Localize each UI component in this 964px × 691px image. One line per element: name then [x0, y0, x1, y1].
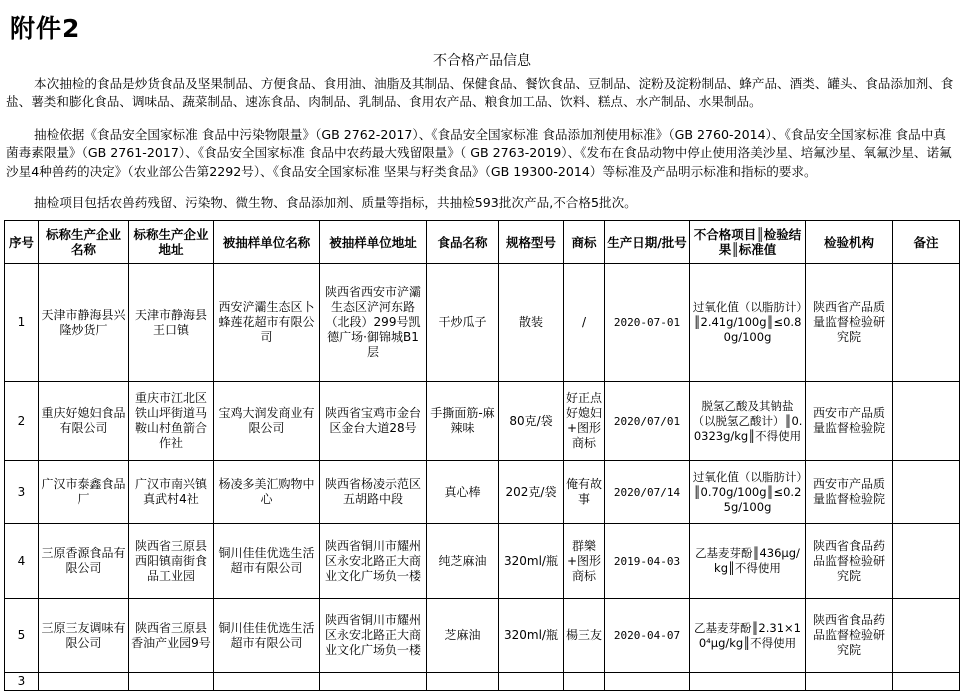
cell-spec: 320ml/瓶	[499, 599, 564, 673]
cell-food-name: 纯芝麻油	[427, 524, 499, 599]
cell-inspection-agency: 陕西省产品质量监督检验研究院	[806, 264, 893, 382]
cell-sampled-address: 陕西省铜川市耀州区永安北路正大商业文化广场负一楼	[320, 524, 427, 599]
cell-producer-address: 陕西省三原县香油产业园9号	[129, 599, 214, 673]
cell-serial: 1	[5, 264, 39, 382]
header-cell: 不合格项目║检验结果║标准值	[690, 221, 806, 264]
header-cell: 序号	[5, 221, 39, 264]
cell-inspection-agency	[806, 673, 893, 691]
header-cell: 被抽样单位地址	[320, 221, 427, 264]
header-cell: 规格型号	[499, 221, 564, 264]
header-cell: 检验机构	[806, 221, 893, 264]
table-row	[5, 599, 960, 673]
cell-producer-address	[129, 673, 214, 691]
cell-food-name: 干炒瓜子	[427, 264, 499, 382]
cell-inspection-agency: 陕西省食品药品监督检验研究院	[806, 599, 893, 673]
cell-remarks	[893, 382, 960, 461]
cell-nonconformity: 脱氢乙酸及其钠盐（以脱氢乙酸计）║0.0323g/kg║不得使用	[690, 382, 806, 461]
cell-remarks	[893, 673, 960, 691]
cell-sampled-unit: 西安浐灞生态区卜蜂莲花超市有限公司	[214, 264, 320, 382]
cell-food-name: 芝麻油	[427, 599, 499, 673]
cell-spec: 散装	[499, 264, 564, 382]
cell-spec: 202克/袋	[499, 461, 564, 524]
cell-remarks	[893, 461, 960, 524]
cell-trademark: /	[564, 264, 605, 382]
header-cell: 商标	[564, 221, 605, 264]
cell-remarks	[893, 264, 960, 382]
cell-serial: 5	[5, 599, 39, 673]
cell-producer-name: 广汉市泰鑫食品厂	[39, 461, 129, 524]
document-title: 不合格产品信息	[433, 53, 531, 69]
table-row	[5, 673, 960, 691]
cell-production-date: 2020-04-07	[605, 599, 690, 673]
cell-remarks	[893, 524, 960, 599]
cell-inspection-agency: 西安市产品质量监督检验院	[806, 382, 893, 461]
cell-sampled-unit: 铜川佳佳优选生活超市有限公司	[214, 524, 320, 599]
table-row	[5, 382, 960, 461]
table-row	[5, 461, 960, 524]
cell-production-date	[605, 673, 690, 691]
cell-spec	[499, 673, 564, 691]
cell-sampled-unit: 宝鸡大润发商业有限公司	[214, 382, 320, 461]
cell-sampled-unit: 杨凌多美汇购物中心	[214, 461, 320, 524]
cell-nonconformity: 过氧化值（以脂肪计）║2.41g/100g║≤0.80g/100g	[690, 264, 806, 382]
cell-remarks	[893, 599, 960, 673]
nonconforming-products-table	[4, 220, 960, 691]
header-cell: 生产日期/批号	[605, 221, 690, 264]
cell-serial: 2	[5, 382, 39, 461]
cell-production-date: 2020-07-01	[605, 264, 690, 382]
attachment-label: 附件2	[10, 14, 81, 43]
cell-sampled-address	[320, 673, 427, 691]
cell-trademark: 楊三友	[564, 599, 605, 673]
cell-trademark: 群樂+图形商标	[564, 524, 605, 599]
cell-producer-address: 广汉市南兴镇真武村4社	[129, 461, 214, 524]
cell-serial: 3	[5, 461, 39, 524]
table-row	[5, 264, 960, 382]
cell-production-date: 2020/07/14	[605, 461, 690, 524]
cell-trademark: 好正点好媳妇+图形商标	[564, 382, 605, 461]
cell-sampled-unit	[214, 673, 320, 691]
cell-nonconformity: 乙基麦芽酚║436μg/kg║不得使用	[690, 524, 806, 599]
cell-producer-name: 三原三友调味有限公司	[39, 599, 129, 673]
cell-producer-name: 三原香源食品有限公司	[39, 524, 129, 599]
cell-food-name: 手撕面筋-麻辣味	[427, 382, 499, 461]
cell-trademark	[564, 673, 605, 691]
cell-nonconformity: 乙基麦芽酚║2.31×10⁴μg/kg║不得使用	[690, 599, 806, 673]
cell-producer-address: 陕西省三原县西阳镇南街食品工业园	[129, 524, 214, 599]
intro-paragraph-items: 抽检项目包括农兽药残留、污染物、微生物、食品添加剂、质量等指标，共抽检593批次产品,不合格5批次。	[34, 195, 637, 210]
cell-trademark: 俺有故事	[564, 461, 605, 524]
cell-inspection-agency: 西安市产品质量监督检验院	[806, 461, 893, 524]
cell-food-name	[427, 673, 499, 691]
intro-paragraph-basis: 抽检依据《食品安全国家标准 食品中污染物限量》（GB 2762-2017）、《食品安全国家标准 食品添加剂使用标准》（GB 2760-2014）、《食品安全国家标准 食品中真菌毒素限量》（GB 2761-2017）、《食品安全国家标准 食品中农药最大残留限量》（ GB 2763-2019）、《发布在食品动物中停止使用洛美沙星、培氟沙星、氧氟沙星、诺氟沙星4种兽药的决定》（农业部公告第2292号）、《食品安全国家标准 坚果与籽类食品》（GB 19300-2014）等标准及产品明示标准和指标的要求。	[6, 127, 952, 179]
cell-producer-address: 天津市静海县王口镇	[129, 264, 214, 382]
cell-production-date: 2019-04-03	[605, 524, 690, 599]
header-cell: 备注	[893, 221, 960, 264]
table-header-row	[5, 221, 960, 264]
cell-inspection-agency: 陕西省食品药品监督检验研究院	[806, 524, 893, 599]
cell-producer-name: 重庆好媳妇食品有限公司	[39, 382, 129, 461]
header-cell: 标称生产企业名称	[39, 221, 129, 264]
cell-food-name: 真心棒	[427, 461, 499, 524]
header-cell: 标称生产企业地址	[129, 221, 214, 264]
cell-nonconformity	[690, 673, 806, 691]
intro-paragraph-scope: 本次抽检的食品是炒货食品及坚果制品、方便食品、食用油、油脂及其制品、保健食品、餐饮食品、豆制品、淀粉及淀粉制品、蜂产品、酒类、罐头、食品添加剂、食盐、薯类和膨化食品、调味品、蔬菜制品、速冻食品、肉制品、乳制品、食用农产品、粮食加工品、饮料、糕点、水产制品、水果制品。	[6, 76, 954, 110]
cell-sampled-address: 陕西省西安市浐灞生态区浐河东路（北段）299号凯德广场·御锦城B1层	[320, 264, 427, 382]
cell-nonconformity: 过氧化值（以脂肪计）║0.70g/100g║≤0.25g/100g	[690, 461, 806, 524]
header-cell: 食品名称	[427, 221, 499, 264]
cell-sampled-address: 陕西省宝鸡市金台区金台大道28号	[320, 382, 427, 461]
cell-serial: 3	[5, 673, 39, 691]
cell-spec: 80克/袋	[499, 382, 564, 461]
cell-producer-name	[39, 673, 129, 691]
cell-production-date: 2020/07/01	[605, 382, 690, 461]
cell-sampled-address: 陕西省杨凌示范区五胡路中段	[320, 461, 427, 524]
cell-sampled-unit: 铜川佳佳优选生活超市有限公司	[214, 599, 320, 673]
cell-spec: 320ml/瓶	[499, 524, 564, 599]
table-row	[5, 524, 960, 599]
header-cell: 被抽样单位名称	[214, 221, 320, 264]
cell-serial: 4	[5, 524, 39, 599]
cell-producer-address: 重庆市江北区铁山坪街道马鞍山村鱼箭合作社	[129, 382, 214, 461]
cell-producer-name: 天津市静海县兴隆炒货厂	[39, 264, 129, 382]
cell-sampled-address: 陕西省铜川市耀州区永安北路正大商业文化广场负一楼	[320, 599, 427, 673]
